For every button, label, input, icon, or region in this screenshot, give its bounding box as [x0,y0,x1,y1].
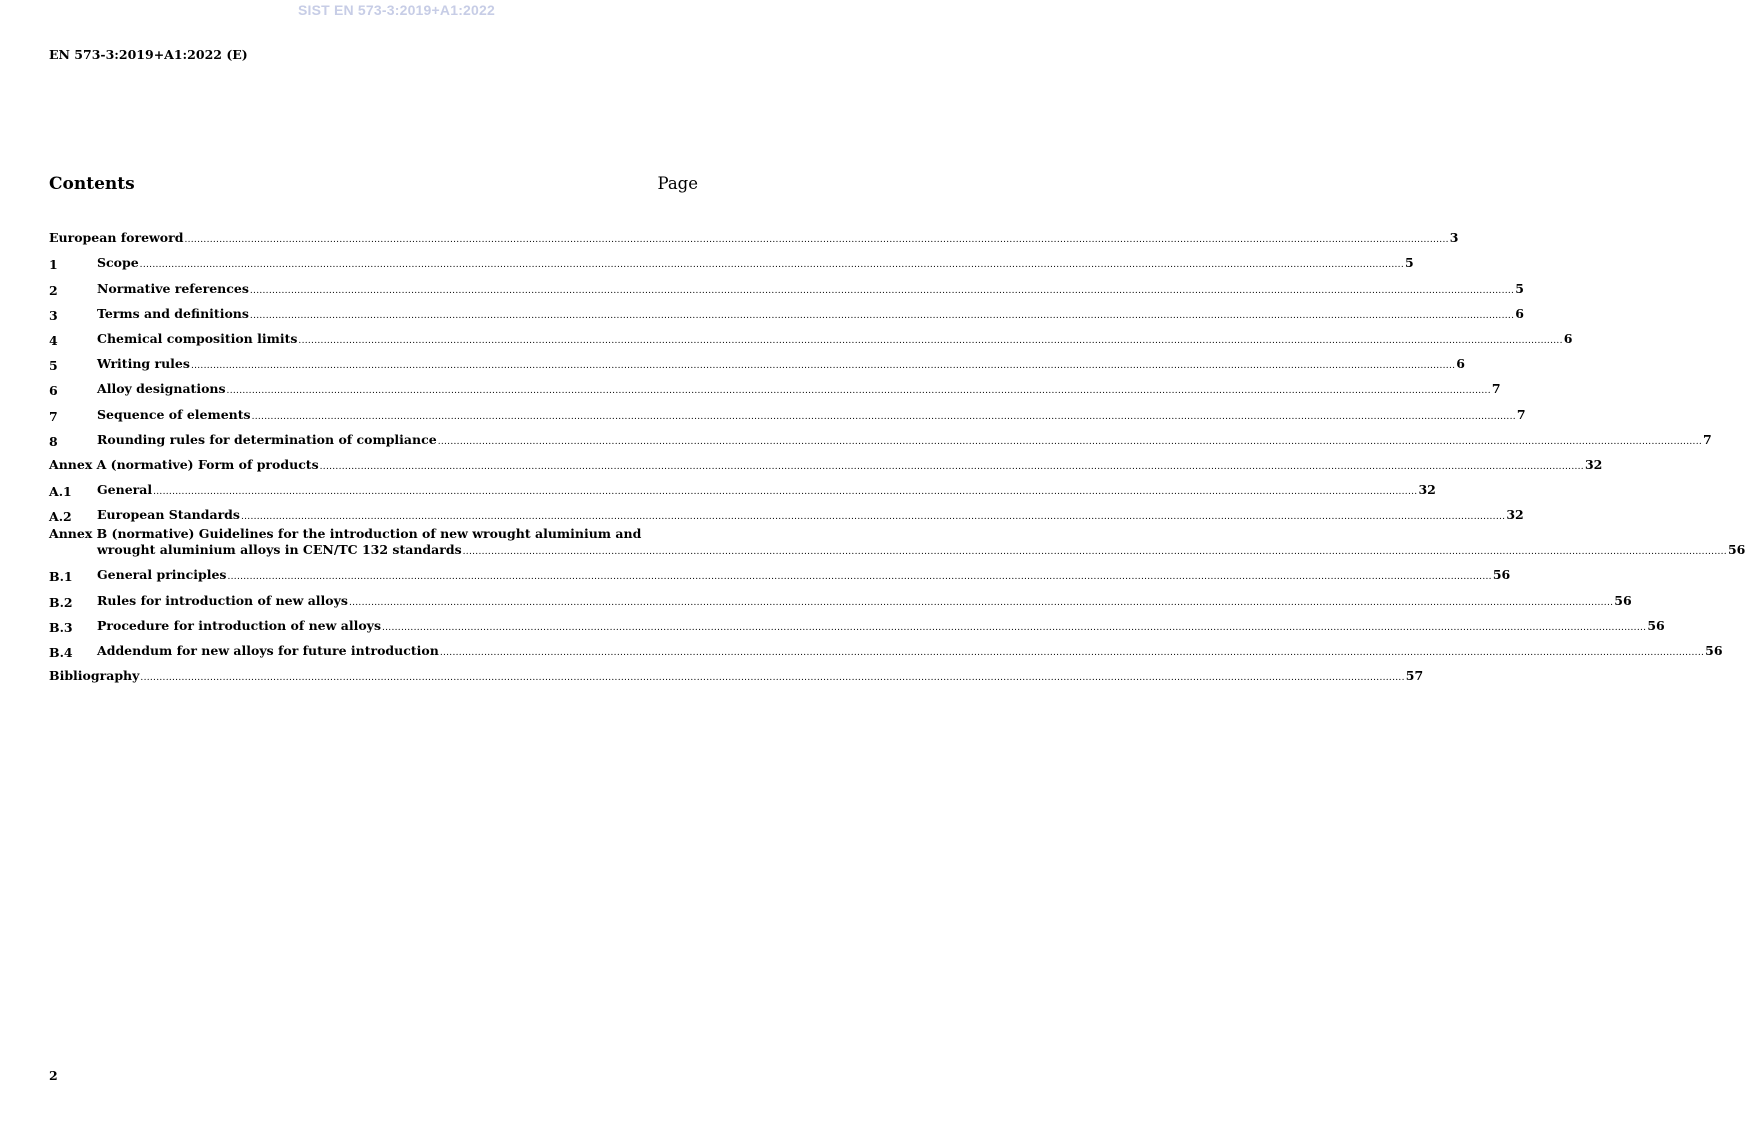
toc-entry-number: 6 [49,383,58,399]
toc-entry-b-2[interactable] [49,585,1632,610]
toc-line [49,456,1603,475]
toc-line [97,507,1524,525]
dot-leader: ................................................................................................................................................................................................................................................................................................................................................................................................................ [190,361,1456,372]
toc-entry-title: Bibliography [49,668,140,684]
dot-leader: ................................................................................................................................................................................................................................................................................................................................................................................................................ [249,310,1515,321]
toc-entry-number: B.4 [49,645,73,660]
toc-entry-title: General [97,482,153,498]
toc-entry-page: 6 [1456,356,1465,372]
toc-entry-section-6[interactable] [49,374,1501,399]
dot-leader: ................................................................................................................................................................................................................................................................................................................................................................................................................ [381,622,1647,633]
toc-entry-page: 56 [1492,567,1511,583]
toc-entry-section-1[interactable] [49,248,1414,273]
dot-leader: ................................................................................................................................................................................................................................................................................................................................................................................................................ [140,673,1405,684]
toc-entry-body [49,456,1603,475]
dot-leader: ................................................................................................................................................................................................................................................................................................................................................................................................................ [437,436,1703,447]
toc-entry-title: Terms and definitions [97,305,249,321]
toc-entry-section-7[interactable] [49,399,1526,424]
toc-line [49,542,1745,560]
toc-line [97,356,1465,374]
dot-leader: ................................................................................................................................................................................................................................................................................................................................................................................................................ [153,487,1418,498]
toc-entry-number: 2 [49,282,58,298]
dot-leader: ................................................................................................................................................................................................................................................................................................................................................................................................................ [298,335,1563,346]
toc-entry-b-1[interactable] [49,560,1511,585]
toc-line [97,330,1573,349]
toc-line [97,381,1501,399]
toc-entry-page: 5 [1405,255,1414,271]
toc-entry-page: 32 [1506,507,1524,523]
toc-entry-number: 4 [49,332,58,348]
toc-entry-title-line-1: Annex B (normative) Guidelines for the introduction of new wrought aluminium and [49,526,642,542]
toc-line [97,406,1526,425]
toc-entry-body [97,255,1414,273]
watermark: SIST EN 573-3:2019+A1:2022 [297,2,496,18]
toc-entry-title: Rounding rules for determination of compliance [97,431,437,447]
toc-entry-body [49,230,1459,248]
toc-line [97,567,1511,585]
dot-leader: ................................................................................................................................................................................................................................................................................................................................................................................................................ [251,411,1516,422]
toc-entry-body [97,617,1665,636]
toc-entry-annex-a[interactable] [49,450,1603,475]
dot-leader: ................................................................................................................................................................................................................................................................................................................................................................................................................ [249,285,1515,296]
dot-leader: ................................................................................................................................................................................................................................................................................................................................................................................................................ [439,648,1705,658]
toc-entry-page: 7 [1491,381,1501,397]
page-number: 2 [49,1068,58,1083]
toc-entry-page: 6 [1515,305,1524,321]
toc-entry-page: 32 [1584,456,1603,472]
toc-line [97,305,1524,324]
toc-entry-body [97,305,1524,324]
toc-line [97,617,1665,636]
toc-entry-a-2[interactable] [49,500,1524,525]
toc-entry-body [97,356,1465,374]
toc-entry-page: 5 [1515,280,1524,296]
toc-entry-title: Annex A (normative) Form of products [49,456,319,472]
toc-entry-section-5[interactable] [49,349,1465,374]
toc-entry-bibliography[interactable] [49,661,1424,686]
dot-leader: ................................................................................................................................................................................................................................................................................................................................................................................................................ [348,597,1614,608]
dot-leader: ................................................................................................................................................................................................................................................................................................................................................................................................................ [184,235,1449,246]
dot-leader: ................................................................................................................................................................................................................................................................................................................................................................................................................ [319,461,1584,472]
toc-entry-title: Scope [97,255,139,271]
toc-entry-body [97,643,1723,661]
toc-entry-number: 8 [49,433,58,449]
page-column-label: Page [657,174,698,193]
toc-entry-title: Normative references [97,280,249,296]
toc-entry-number: 5 [49,358,58,374]
toc-entry-title: General principles [97,567,227,583]
toc-entry-title: European Standards [97,507,240,523]
toc-entry-page: 32 [1418,482,1436,498]
toc-entry-number: 1 [49,257,58,273]
toc-entry-body [97,482,1436,500]
toc-entry-number: B.3 [49,619,73,635]
toc-entry-page: 56 [1705,643,1723,658]
toc-entry-title: Chemical composition limits [97,330,298,346]
dot-leader: ................................................................................................................................................................................................................................................................................................................................................................................................................ [226,386,1491,397]
dot-leader: ................................................................................................................................................................................................................................................................................................................................................................................................................ [240,512,1506,523]
contents-title: Contents [49,174,135,194]
dot-leader: ................................................................................................................................................................................................................................................................................................................................................................................................................ [139,260,1405,271]
toc-entry-body [97,567,1511,585]
toc-entry-body [49,526,1745,560]
dot-leader: ................................................................................................................................................................................................................................................................................................................................................................................................................ [462,547,1727,558]
toc-entry-section-8[interactable] [49,425,1712,450]
toc-line [97,592,1632,611]
toc-entry-page: 6 [1563,330,1573,346]
toc-line [97,255,1414,273]
contents-heading [49,174,698,194]
toc-entry-a-1[interactable] [49,475,1436,500]
toc-entry-number: A.1 [49,484,72,500]
toc-entry-number: B.1 [49,569,73,585]
toc-entry-page: 7 [1703,431,1712,447]
toc-line [97,482,1436,500]
toc-entry-title: European foreword [49,230,184,246]
document-id: EN 573-3:2019+A1:2022 (E) [49,47,248,62]
toc-entry-title: Alloy designations [97,381,226,397]
toc-entry-page: 56 [1614,592,1632,608]
toc-entry-number: 7 [49,408,58,424]
toc-entry-body [97,406,1526,425]
toc-entry-page: 7 [1516,406,1526,422]
toc-line [97,643,1723,661]
toc-entry-page: 56 [1727,542,1745,558]
toc-entry-annex-b[interactable] [49,525,1745,560]
table-of-contents [49,223,1745,686]
toc-entry-body [97,592,1632,611]
toc-line [49,230,1459,248]
toc-entry-page: 57 [1405,668,1424,684]
toc-entry-number: A.2 [49,509,72,525]
toc-entry-page: 56 [1647,617,1665,633]
dot-leader: ................................................................................................................................................................................................................................................................................................................................................................................................................ [227,572,1492,583]
toc-entry-section-2[interactable] [49,273,1524,298]
toc-entry-b-3[interactable] [49,611,1665,636]
toc-entry-title: Rules for introduction of new alloys [97,592,348,608]
toc-line [49,668,1424,686]
toc-entry-body [97,431,1712,450]
toc-entry-body [97,280,1524,299]
toc-entry-title: Sequence of elements [97,406,251,422]
toc-entry-page: 3 [1449,230,1459,246]
toc-entry-number: B.2 [49,594,73,610]
toc-entry-section-4[interactable] [49,324,1573,349]
toc-entry-body [49,668,1424,686]
toc-entry-title: Addendum for new alloys for future introduction [97,643,439,658]
toc-entry-body [97,507,1524,525]
toc-entry-body [97,330,1573,349]
toc-entry-title: Procedure for introduction of new alloys [97,617,381,633]
toc-line [97,431,1712,450]
toc-entry-title: Writing rules [97,356,190,372]
toc-entry-section-3[interactable] [49,299,1524,324]
toc-entry-body [97,381,1501,399]
toc-entry-number: 3 [49,307,58,323]
toc-line [97,280,1524,299]
toc-entry-foreword[interactable] [49,223,1459,248]
toc-entry-b-4[interactable] [49,636,1723,661]
toc-entry-title-line-2: wrought aluminium alloys in CEN/TC 132 standards [97,542,462,558]
